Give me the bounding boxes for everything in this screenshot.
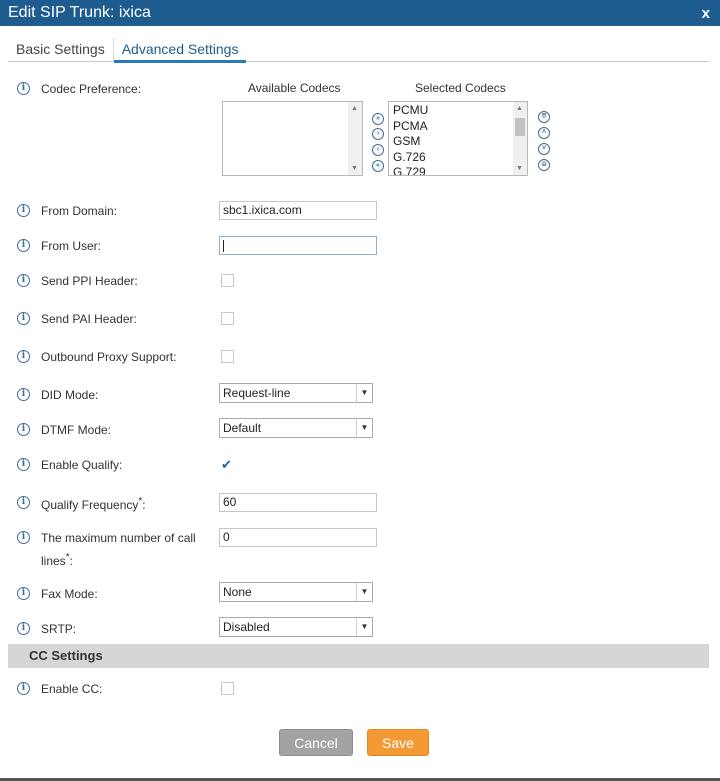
send-pai-header-checkbox[interactable] <box>221 312 234 325</box>
scroll-up-icon[interactable]: ▲ <box>351 105 358 112</box>
list-item[interactable]: G.726 <box>393 149 426 164</box>
qualify-frequency-input[interactable]: 60 <box>219 493 377 512</box>
info-icon[interactable]: i <box>17 239 30 252</box>
move-top-icon[interactable]: ⇈ <box>538 111 550 123</box>
outbound-proxy-label: Outbound Proxy Support: <box>41 350 177 364</box>
list-item[interactable]: G.729 <box>393 165 426 176</box>
send-ppi-header-label: Send PPI Header: <box>41 274 138 288</box>
dtmf-mode-select[interactable] <box>219 418 373 438</box>
chevron-down-icon[interactable]: ▼ <box>356 583 372 601</box>
save-button[interactable]: Save <box>367 729 429 756</box>
list-item[interactable]: GSM <box>393 134 421 148</box>
max-call-lines-label-line1: The maximum number of call <box>41 531 196 545</box>
from-domain-label: From Domain: <box>41 204 118 218</box>
info-icon[interactable]: i <box>17 388 30 401</box>
did-mode-label: DID Mode: <box>41 388 99 402</box>
outbound-proxy-checkbox[interactable] <box>221 350 234 363</box>
move-right-icon[interactable]: › <box>372 128 384 140</box>
dtmf-mode-value: Default <box>223 421 262 435</box>
dialog-title: Edit SIP Trunk: ixica <box>8 4 151 21</box>
tab-advanced-settings[interactable]: Advanced Settings <box>113 38 247 61</box>
send-ppi-header-checkbox[interactable] <box>221 274 234 287</box>
from-user-input[interactable] <box>219 236 377 255</box>
info-icon[interactable]: i <box>17 350 30 363</box>
tab-basic-settings[interactable]: Basic Settings <box>16 41 105 57</box>
scroll-down-icon[interactable]: ▼ <box>516 165 523 172</box>
move-bottom-icon[interactable]: ⇊ <box>538 159 550 171</box>
max-call-lines-text: lines <box>41 554 66 568</box>
chevron-down-icon[interactable]: ▼ <box>356 618 372 636</box>
label-colon: : <box>142 498 146 512</box>
text-cursor <box>223 240 224 252</box>
enable-qualify-checkbox[interactable]: ✔ <box>221 458 234 471</box>
list-item[interactable]: PCMA <box>393 118 428 133</box>
info-icon[interactable]: i <box>17 204 30 217</box>
codec-preference-label: Codec Preference: <box>41 82 142 96</box>
qualify-frequency-text: Qualify Frequency <box>41 498 139 512</box>
srtp-select[interactable] <box>219 617 373 637</box>
info-icon[interactable]: i <box>17 622 30 635</box>
scroll-up-icon[interactable]: ▲ <box>516 105 523 112</box>
move-all-left-icon[interactable]: « <box>372 160 384 172</box>
available-codecs-header: Available Codecs <box>248 81 341 95</box>
enable-qualify-label: Enable Qualify: <box>41 458 123 472</box>
info-icon[interactable]: i <box>17 274 30 287</box>
move-down-icon[interactable]: ˅ <box>538 143 550 155</box>
selected-codecs-scrollbar[interactable] <box>513 102 527 175</box>
fax-mode-label: Fax Mode: <box>41 587 98 601</box>
qualify-frequency-label <box>41 496 146 512</box>
selected-codecs-header: Selected Codecs <box>415 81 506 95</box>
info-icon[interactable]: i <box>17 82 30 95</box>
chevron-down-icon[interactable]: ▼ <box>356 384 372 402</box>
move-up-icon[interactable]: ˄ <box>538 127 550 139</box>
move-all-right-icon[interactable]: » <box>372 113 384 125</box>
did-mode-select[interactable] <box>219 383 373 403</box>
cancel-button[interactable]: Cancel <box>279 729 353 756</box>
selected-codecs-list[interactable] <box>388 101 528 176</box>
info-icon[interactable]: i <box>17 496 30 509</box>
max-call-lines-input[interactable]: 0 <box>219 528 377 547</box>
info-icon[interactable]: i <box>17 423 30 436</box>
enable-cc-label: Enable CC: <box>41 682 103 696</box>
dialog-title-bar <box>0 0 720 26</box>
info-icon[interactable]: i <box>17 458 30 471</box>
label-colon: : <box>69 554 73 568</box>
info-icon[interactable]: i <box>17 587 30 600</box>
scroll-down-icon[interactable]: ▼ <box>351 165 358 172</box>
enable-cc-checkbox[interactable] <box>221 682 234 695</box>
chevron-down-icon[interactable]: ▼ <box>356 419 372 437</box>
required-mark: * <box>65 552 70 563</box>
tab-bar <box>8 38 709 62</box>
fax-mode-select[interactable] <box>219 582 373 602</box>
cc-settings-header: CC Settings <box>8 644 709 668</box>
available-codecs-list[interactable] <box>222 101 363 176</box>
move-left-icon[interactable]: ‹ <box>372 144 384 156</box>
did-mode-value: Request-line <box>223 386 291 400</box>
srtp-value: Disabled <box>223 620 270 634</box>
required-mark: * <box>138 496 143 507</box>
from-domain-input[interactable]: sbc1.ixica.com <box>219 201 377 220</box>
max-call-lines-label-line2 <box>41 552 73 568</box>
available-codecs-scrollbar[interactable] <box>348 102 362 175</box>
send-pai-header-label: Send PAI Header: <box>41 312 137 326</box>
srtp-label: SRTP: <box>41 622 77 636</box>
info-icon[interactable]: i <box>17 531 30 544</box>
info-icon[interactable]: i <box>17 682 30 695</box>
dtmf-mode-label: DTMF Mode: <box>41 423 112 437</box>
from-user-label: From User: <box>41 239 101 253</box>
list-item[interactable]: PCMU <box>393 103 429 117</box>
close-icon[interactable]: x <box>701 4 710 22</box>
fax-mode-value: None <box>223 585 252 599</box>
scroll-thumb[interactable] <box>515 118 525 136</box>
info-icon[interactable]: i <box>17 312 30 325</box>
